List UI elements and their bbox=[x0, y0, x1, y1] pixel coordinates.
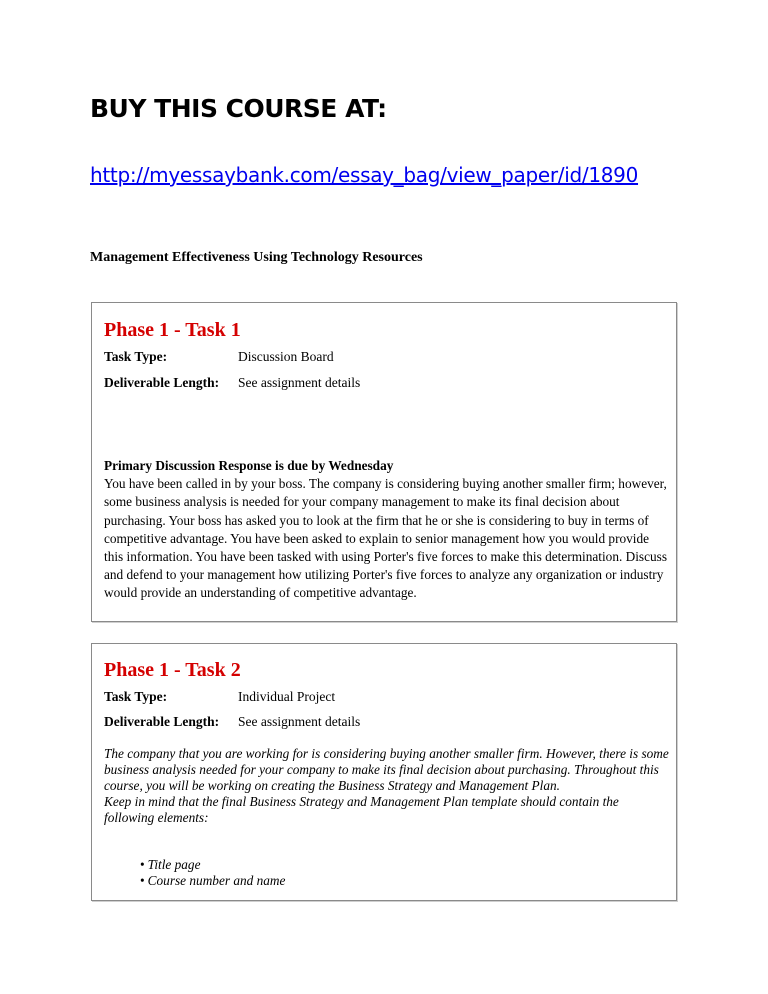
task-title: Phase 1 - Task 1 bbox=[104, 319, 241, 341]
deliverable-length-label: Deliverable Length: bbox=[104, 714, 220, 729]
deliverable-length-value: See assignment details bbox=[238, 375, 361, 390]
list-item: • Title page bbox=[140, 857, 285, 873]
task-type-label: Task Type: bbox=[104, 689, 168, 704]
task-type-value: Individual Project bbox=[238, 689, 336, 704]
task-box-2 bbox=[91, 643, 677, 901]
task-type-value: Discussion Board bbox=[238, 349, 334, 364]
document-title: Management Effectiveness Using Technology Resources bbox=[90, 250, 423, 265]
task-type-label: Task Type: bbox=[104, 349, 168, 364]
page-heading: BUY THIS COURSE AT: bbox=[90, 94, 387, 123]
task-description bbox=[104, 457, 670, 603]
task-body-2: Keep in mind that the final Business Strategy and Management Plan template should contain the following elements: bbox=[104, 793, 619, 825]
task-body: The company that you are working for is considering buying another smaller firm. However, there is some business analysis needed for your company to make its final decision about purchasing. Throughout this course, you will be working on creating the Business Strategy and Management Plan. bbox=[104, 746, 669, 793]
due-heading: Primary Discussion Response is due by Wednesday bbox=[104, 458, 394, 473]
task-title: Phase 1 - Task 2 bbox=[104, 659, 241, 681]
task-body: You have been called in by your boss. The company is considering buying another smaller firm; however, some business analysis is needed for your company management to make its final decision about purchasing. Your boss has asked you to look at the firm that he or she is considering to buy in terms of competitive advantage. You have been asked to explain to senior management how you would provide this information. You have been tasked with using Porter's five forces to make this determination. Discuss and defend to your management how utilizing Porter's five forces to analyze any organization or industry would provide an understanding of competitive advantage. bbox=[104, 476, 667, 601]
task-box-1 bbox=[91, 302, 677, 622]
deliverable-length-value: See assignment details bbox=[238, 714, 361, 729]
list-item: • Course number and name bbox=[140, 873, 285, 889]
deliverable-length-label: Deliverable Length: bbox=[104, 375, 220, 390]
element-list bbox=[140, 857, 285, 889]
course-link[interactable]: http://myessaybank.com/essay_bag/view_paper/id/1890 bbox=[90, 163, 639, 187]
task-description bbox=[104, 746, 670, 826]
